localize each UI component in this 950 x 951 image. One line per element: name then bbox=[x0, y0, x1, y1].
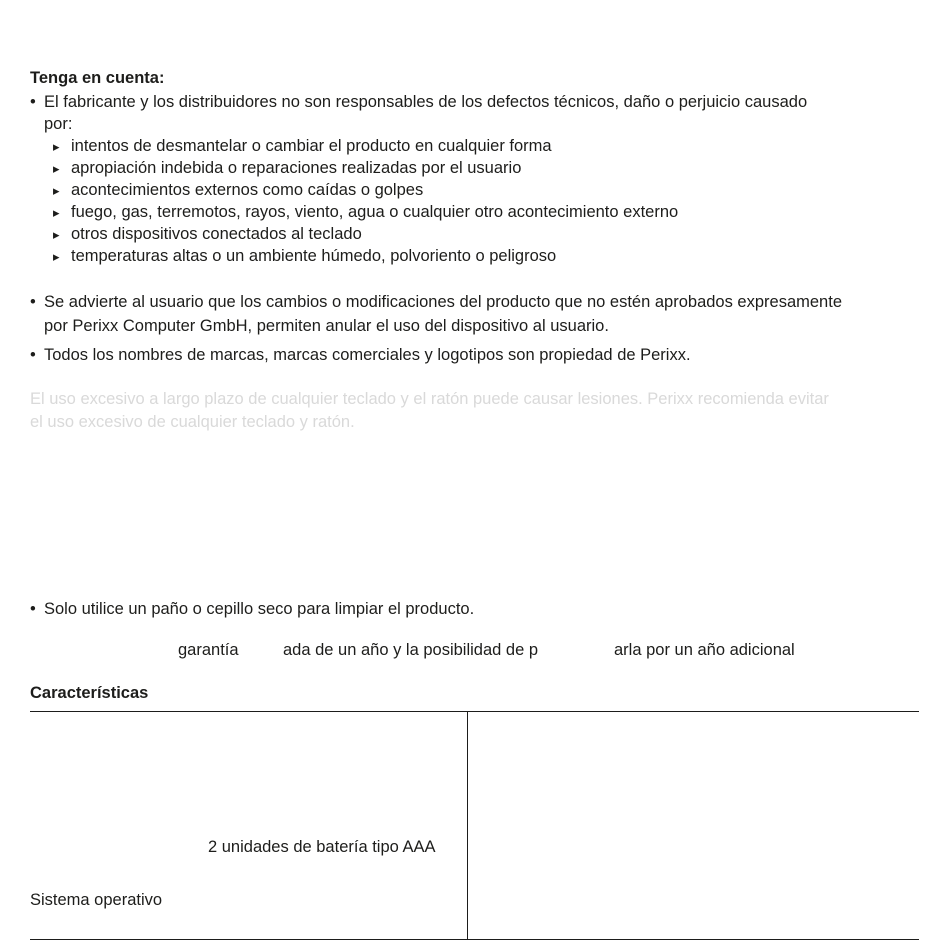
subitem-misuse: ▸ apropiación indebida o reparaciones realizadas por el usuario bbox=[71, 158, 521, 178]
notice-item-liability: • El fabricante y los distribuidores no son responsables de los defectos técnicos, daño o perjuicio causado bbox=[44, 92, 807, 112]
warranty-fragment-3: arla por un año adicional bbox=[614, 641, 795, 659]
notice-heading: Tenga en cuenta: bbox=[30, 69, 165, 87]
notice-item-liability-cont: por: bbox=[44, 115, 73, 133]
table-column-divider bbox=[467, 711, 468, 940]
features-heading: Características bbox=[30, 684, 149, 702]
table-top-border bbox=[30, 711, 919, 712]
notice-item-modifications: • Se advierte al usuario que los cambios o modificaciones del producto que no estén aprobados expresamente bbox=[44, 292, 842, 312]
os-label: Sistema operativo bbox=[30, 891, 163, 909]
warranty-fragment-2: ada de un año y la posibilidad de p bbox=[283, 641, 539, 659]
notice-item-modifications-cont: por Perixx Computer GmbH, permiten anular el uso del dispositivo al usuario. bbox=[44, 317, 609, 335]
subitem-environment: ▸ temperaturas altas o un ambiente húmedo, polvoriento o peligroso bbox=[71, 246, 556, 266]
cleaning-instruction: • Solo utilice un paño o cepillo seco para limpiar el producto. bbox=[44, 599, 474, 619]
warning-line-2: el uso excesivo de cualquier teclado y ratón. bbox=[30, 413, 355, 431]
battery-spec: 2 unidades de batería tipo AAA bbox=[208, 838, 436, 856]
notice-item-trademarks: • Todos los nombres de marcas, marcas comerciales y logotipos son propiedad de Perixx. bbox=[44, 345, 691, 365]
subitem-dismantle: ▸ intentos de desmantelar o cambiar el producto en cualquier forma bbox=[71, 136, 552, 156]
table-bottom-border bbox=[30, 939, 919, 940]
subitem-disasters: ▸ fuego, gas, terremotos, rayos, viento, agua o cualquier otro acontecimiento externo bbox=[71, 202, 678, 222]
subitem-external-events: ▸ acontecimientos externos como caídas o golpes bbox=[71, 180, 423, 200]
warning-line-1: El uso excesivo a largo plazo de cualquier teclado y el ratón puede causar lesiones. Perixx recomienda evitar bbox=[30, 390, 829, 408]
subitem-other-devices: ▸ otros dispositivos conectados al teclado bbox=[71, 224, 362, 244]
warranty-fragment-1: garantía bbox=[178, 641, 239, 659]
